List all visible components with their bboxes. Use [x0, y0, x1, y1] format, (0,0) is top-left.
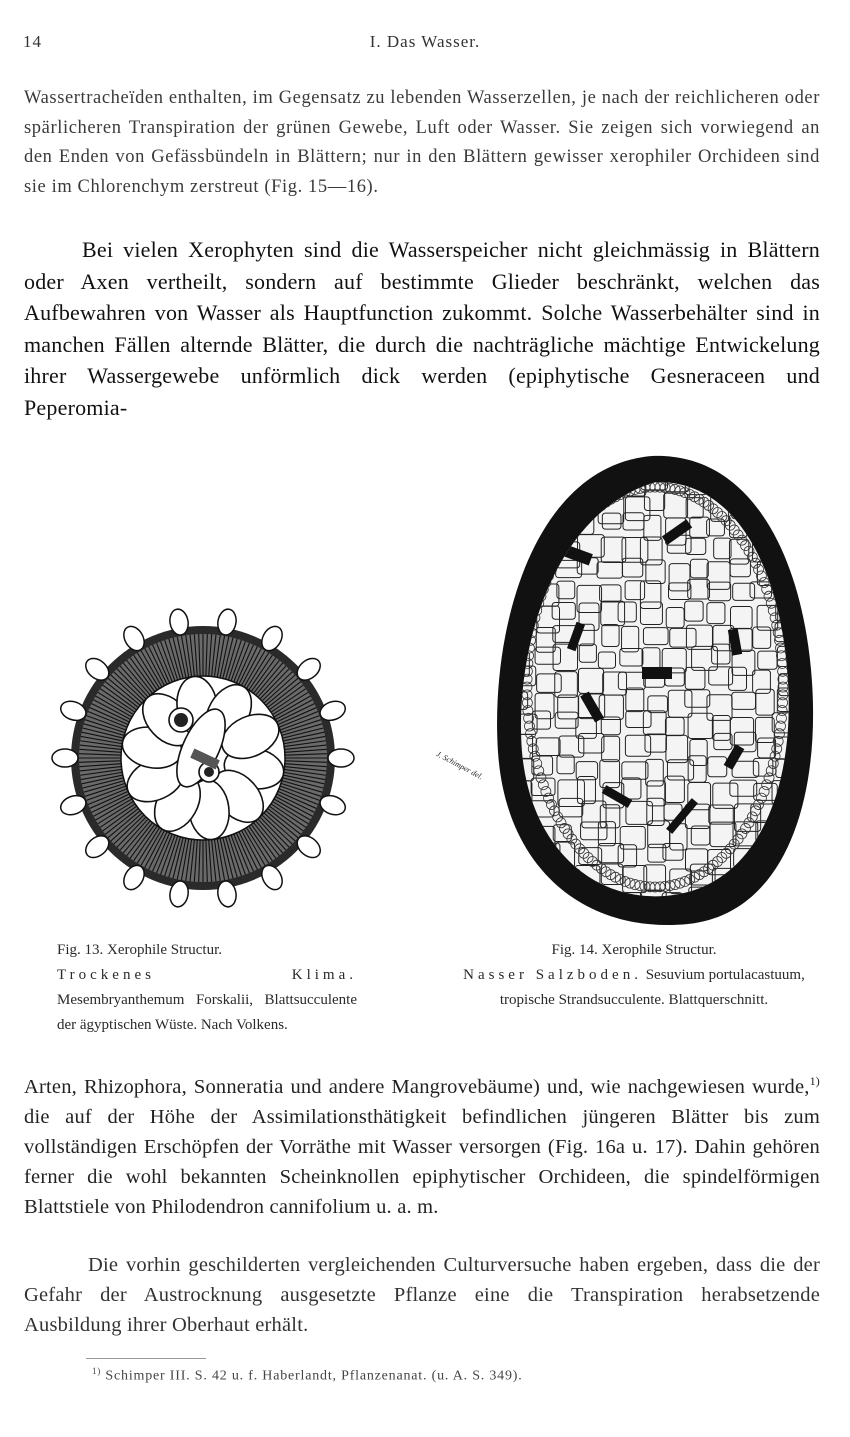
figure-13-title: Xerophile Structur.: [107, 942, 222, 958]
figure-13-label: Fig. 13.: [57, 942, 104, 958]
footnote-reference[interactable]: 1): [809, 1074, 820, 1088]
footnote-text: Schimper III. S. 42 u. f. Haberlandt, Pflanzenanat. (u. A. S. 349).: [105, 1368, 523, 1384]
paragraph-4: [24, 1250, 820, 1340]
figure-14-habitat: Nasser Salzboden.: [463, 967, 642, 983]
papilla: [328, 749, 354, 767]
figure-13-caption: [57, 938, 357, 1038]
paragraph-3: [24, 1066, 820, 1222]
artist-signature: J. Schimper del.: [434, 749, 485, 782]
papilla: [52, 749, 78, 767]
figure-14-title: Xerophile Structur.: [601, 942, 717, 958]
footnote: [92, 1366, 523, 1385]
paragraph-2: [24, 234, 820, 424]
figure-13-drawing: [50, 600, 360, 920]
figure-13-climate: Trockenes Klima.: [57, 967, 357, 983]
figure-14: [492, 452, 820, 932]
paragraph-3-text-a: Arten, Rhizophora, Sonneratia und andere Mangrovebäume) und, wie nachgewiesen wurde,: [24, 1075, 810, 1098]
figure-14-drawing: [492, 452, 820, 932]
figure-14-label: Fig. 14.: [551, 942, 598, 958]
figure-13: [50, 600, 360, 920]
page-number: 14: [23, 32, 42, 51]
page-header: [0, 32, 850, 56]
paragraph-1: Wassertracheïden enthalten, im Gegensatz zu lebenden Wasserzellen, je nach der reichlicheren oder spärlicheren Transpiration der grünen Gewebe, Luft oder Wasser. Sie zeigen sich vorwiegend an den Enden von Gefässbündeln in Blättern; nur in den Blättern gewisser xerophiler Orchideen sind sie im Chlorenchym zerstreut (Fig. 15—16).: [24, 88, 820, 197]
figure-14-caption: [451, 938, 817, 1013]
figure-13-text: Mesembryanthemum Forskalii, Blattsucculente der ägyptischen Wüste. Nach Volkens.: [57, 992, 357, 1033]
footnote-rule: [86, 1358, 206, 1359]
paragraph-3-text-b: die auf der Höhe der Assimilationsthätigkeit befindlichen jüngeren Blätter bis zum vollständigen Erschöpfen der Vorräthe mit Wasser versorgen (Fig. 16a u. 17). Dahin gehören ferner die wohl bekannten Scheinknollen epiphytischer Orchideen, die spindelförmigen Blattstiele von Philodendron cannifolium u. a. m.: [24, 1105, 820, 1218]
running-head: I. Das Wasser.: [369, 32, 481, 51]
figure-14-text: Sesuvium portulacastuum, tropische Strandsucculente. Blattquerschnitt.: [499, 967, 805, 1008]
paragraph-2-text: Bei vielen Xerophyten sind die Wasserspeicher nicht gleichmässig in Blättern oder Axen vertheilt, sondern auf bestimmte Glieder beschränkt, welchen das Aufbewahren von Wasser als Hauptfunction zukommt. Solche Wasserbehälter sind in manchen Fällen alternde Blätter, die durch die nachträgliche mächtige Entwickelung ihrer Wassergewebe unförmlich dick werden (epiphytische Gesneraceen und Peperomia-: [24, 237, 820, 420]
footnote-marker: 1): [92, 1366, 102, 1376]
paragraph-4-text: Die vorhin geschilderten vergleichenden Culturversuche haben ergeben, dass die der Gefahr der Austrocknung ausgesetzte Pflanze eine die Transpiration herabsetzende Ausbildung ihrer Oberhaut erhält.: [24, 1254, 820, 1336]
